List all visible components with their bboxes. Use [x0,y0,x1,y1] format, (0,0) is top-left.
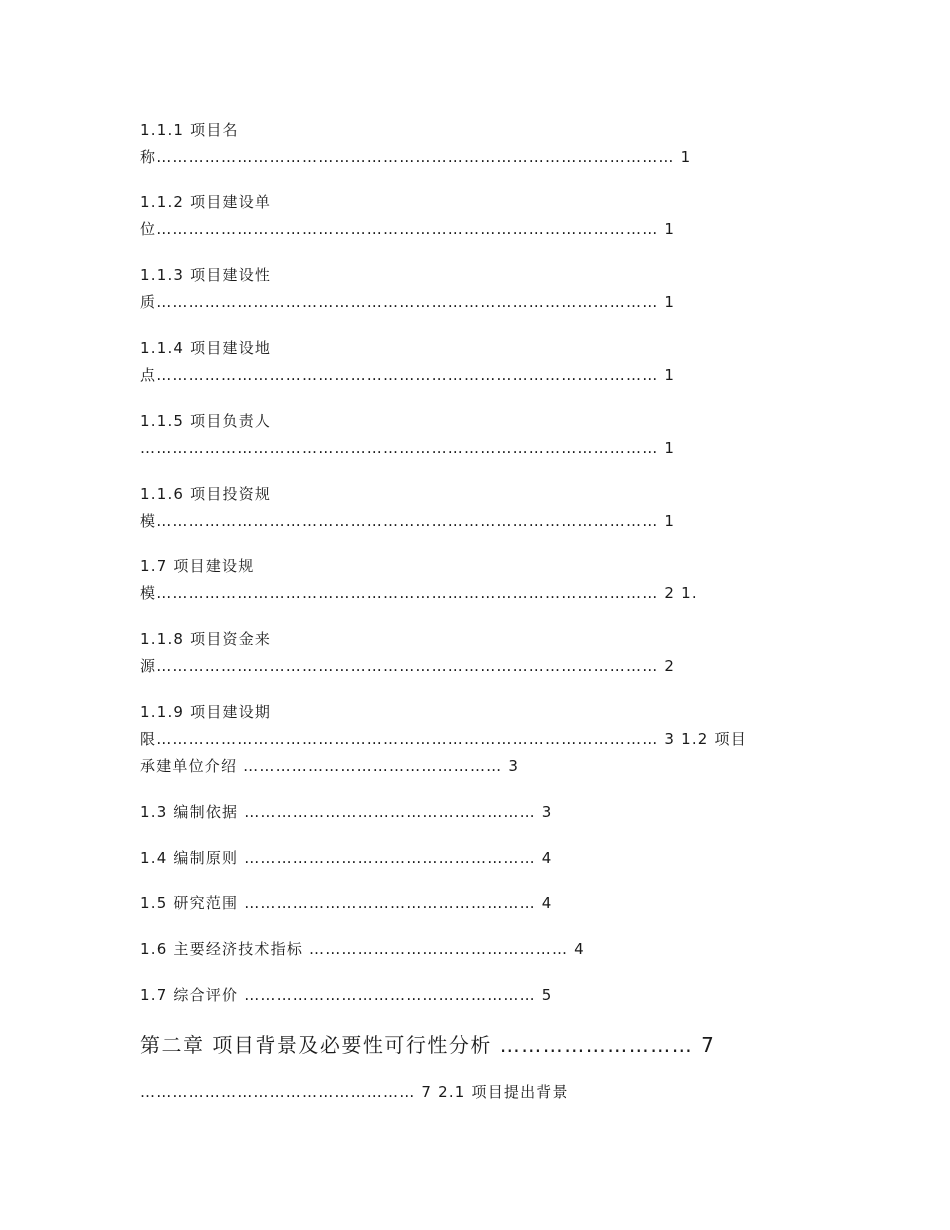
toc-entry-2-1: …………………………………………… 7 2.1 项目提出背景 [140,1083,569,1101]
toc-leader-1-1-6: 模………………………………………………………………………………… 1 [140,512,676,530]
toc-heading-1-1-4: 1.1.4 项目建设地 [140,339,272,357]
toc-entry-1-2: 承建单位介绍 ………………………………………… 3 [140,757,520,775]
toc-leader-1-1-2: 位………………………………………………………………………………… 1 [140,220,676,238]
toc-entry-1-3: 1.3 编制依据 ……………………………………………… 3 [140,803,553,821]
toc-heading-1-1-1: 1.1.1 项目名 [140,121,239,139]
toc-heading-1-1-3: 1.1.3 项目建设性 [140,266,272,284]
toc-heading-1-7-scale: 1.7 项目建设规 [140,557,255,575]
toc-entry-1-5: 1.5 研究范围 ……………………………………………… 4 [140,894,553,912]
toc-heading-1-1-2: 1.1.2 项目建设单 [140,193,272,211]
toc-leader-1-7-scale: 模………………………………………………………………………………… 2 1. [140,584,698,602]
toc-entry-1-4: 1.4 编制原则 ……………………………………………… 4 [140,849,553,867]
toc-entry-1-7: 1.7 综合评价 ……………………………………………… 5 [140,986,553,1004]
toc-leader-1-1-9: 限………………………………………………………………………………… 3 1.2 项目 [140,730,747,748]
toc-leader-1-1-8: 源………………………………………………………………………………… 2 [140,657,676,675]
toc-heading-1-1-8: 1.1.8 项目资金来 [140,630,272,648]
toc-entry-1-6: 1.6 主要经济技术指标 ………………………………………… 4 [140,940,585,958]
toc-chapter-2: 第二章 项目背景及必要性可行性分析 ……………………… 7 [140,1033,716,1057]
toc-heading-1-1-5: 1.1.5 项目负责人 [140,412,272,430]
toc-leader-1-1-1: 称…………………………………………………………………………………… 1 [140,148,692,166]
toc-leader-1-1-5: …………………………………………………………………………………… 1 [140,439,676,457]
toc-heading-1-1-6: 1.1.6 项目投资规 [140,485,272,503]
toc-heading-1-1-9: 1.1.9 项目建设期 [140,703,272,721]
toc-leader-1-1-4: 点………………………………………………………………………………… 1 [140,366,676,384]
toc-leader-1-1-3: 质………………………………………………………………………………… 1 [140,293,676,311]
